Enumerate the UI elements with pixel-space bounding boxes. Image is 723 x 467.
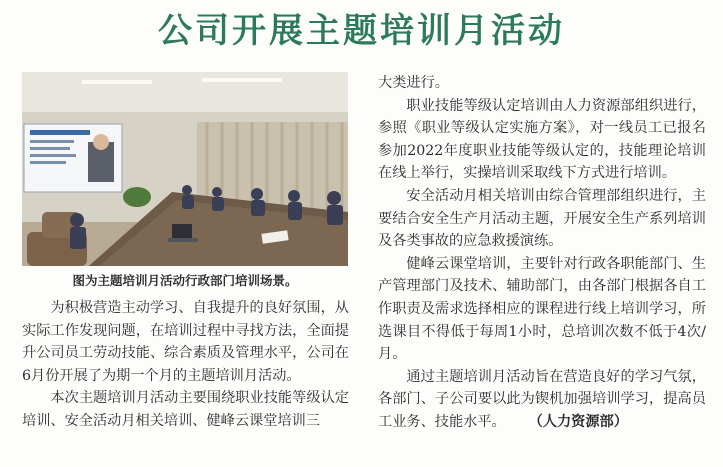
- article-headline: 公司开展主题培训月活动: [158, 11, 565, 51]
- paragraph-cloud-course: 健峰云课堂培训，主要针对行政各职能部门、生产管理部门及技术、辅助部门，由各部门根据各自工作职责及需求选择相应的课程进行线上培训学习，所选课目不得低于每周1小时，总培训次数不低于4次/月。: [378, 255, 706, 363]
- author-signature: （人力资源部）: [535, 413, 628, 430]
- photo-caption: 图为主题培训月活动行政部门培训场景。: [72, 273, 298, 288]
- right-column: [378, 72, 706, 434]
- presentation-screen-icon: [24, 124, 122, 192]
- paragraph-scope: 本次主题培训月活动主要围绕职业技能等级认定培训、安全活动月相关培训、健峰云课堂培训三: [22, 390, 349, 429]
- paragraph-safety-training: 安全活动月相关培训由综合管理部组织进行，主要结合安全生产月活动主题，开展安全生产系列培训及各类事故的应急救援演练。: [378, 187, 706, 250]
- paragraph-skill-certification: 职业技能等级认定培训由人力资源部组织进行，参照《职业等级认定实施方案》，对一线员工已报名参加2022年度职业技能等级认定的，技能理论培训在线上举行，实操培训采取线下方式进行培训。: [378, 97, 706, 182]
- conclusion-text: 通过主题培训月活动旨在营造良好的学习气氛，各部门、子公司要以此为锲机加强培训学习，提高员工业务、技能水平。: [378, 368, 706, 430]
- training-photo: [22, 72, 348, 266]
- paragraph-intro: 为积极营造主动学习、自我提升的良好氛围，从实际工作发现问题，在培训过程中寻找方法，全面提升公司员工劳动技能、综合素质及管理水平，公司在6月份开展了为期一个月的主题培训月活动。: [22, 300, 349, 384]
- paragraph-scope-continued: 大类进行。: [378, 75, 449, 91]
- paragraph-conclusion: [378, 366, 706, 434]
- left-column: [22, 297, 349, 433]
